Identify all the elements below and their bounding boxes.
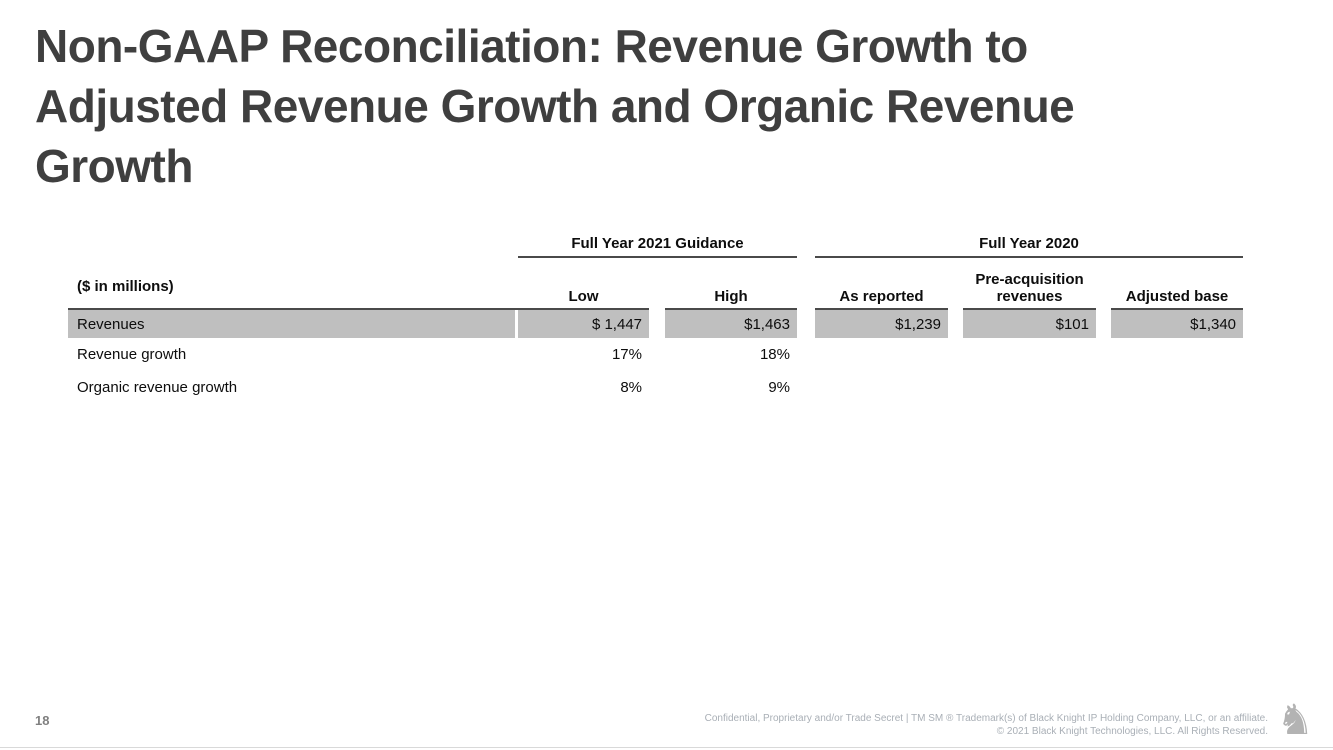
table-cell	[1111, 371, 1243, 404]
row-label: Revenue growth	[77, 346, 187, 363]
reconciliation-table-container	[68, 230, 1243, 404]
table-cell: 18%	[759, 346, 790, 363]
group-header-fy2021-guidance: Full Year 2021 Guidance	[518, 230, 797, 257]
table-cell: $1,463	[665, 309, 797, 338]
table-cell	[1111, 338, 1243, 371]
page-title-line: Growth	[35, 140, 193, 192]
group-header-row	[68, 230, 1243, 257]
table-cell: 9%	[768, 379, 790, 396]
footer-disclaimer-line1: Confidential, Proprietary and/or Trade Secret | TM SM ® Trademark(s) of Black Knight IP Holding Company, LLC, or an affiliate.	[704, 713, 1268, 724]
row-label: Revenues	[68, 309, 515, 338]
table-cell	[963, 371, 1096, 404]
column-header-high: High	[665, 257, 797, 309]
column-header-row	[68, 257, 1243, 309]
black-knight-logo-icon: ♞	[1276, 695, 1314, 744]
page-title-line: Adjusted Revenue Growth and Organic Revenue	[35, 80, 1075, 132]
table-cell	[815, 338, 948, 371]
table-cell: $1,239	[815, 309, 948, 338]
page-title-line: Non-GAAP Reconciliation: Revenue Growth to	[35, 20, 1028, 72]
spacer	[649, 338, 665, 371]
spacer	[797, 371, 815, 404]
row-label: Organic revenue growth	[77, 379, 238, 396]
units-label: ($ in millions)	[68, 257, 515, 309]
spacer	[649, 309, 665, 338]
spacer	[948, 257, 963, 309]
spacer	[1096, 338, 1111, 371]
page-title	[35, 16, 1074, 196]
spacer	[1096, 371, 1111, 404]
spacer	[797, 309, 815, 338]
group-header-fy2020: Full Year 2020	[815, 230, 1243, 257]
table-cell: $ 1,447	[518, 309, 649, 338]
page-number: 18	[35, 713, 50, 728]
footer-disclaimer-line2: © 2021 Black Knight Technologies, LLC. All Rights Reserved.	[996, 726, 1268, 737]
table-row-organic-revenue-growth	[68, 371, 1243, 404]
footer-disclaimer	[508, 712, 1268, 738]
table-cell: $1,340	[1111, 309, 1243, 338]
spacer	[948, 371, 963, 404]
spacer	[1096, 257, 1111, 309]
column-header-adjusted-base: Adjusted base	[1111, 257, 1243, 309]
table-cell: 17%	[611, 346, 642, 363]
column-header-pre-acquisition-revenues: Pre-acquisition revenues	[963, 257, 1096, 309]
spacer	[797, 338, 815, 371]
column-header-low: Low	[518, 257, 649, 309]
table-cell	[815, 371, 948, 404]
table-cell: 8%	[620, 379, 642, 396]
spacer	[797, 230, 815, 257]
spacer	[649, 371, 665, 404]
table-cell: $101	[963, 309, 1096, 338]
spacer	[68, 230, 515, 257]
bottom-divider	[0, 747, 1333, 748]
reconciliation-table	[68, 230, 1243, 404]
table-row-revenues	[68, 309, 1243, 338]
table-row-revenue-growth	[68, 338, 1243, 371]
spacer	[649, 257, 665, 309]
spacer	[1096, 309, 1111, 338]
spacer	[797, 257, 815, 309]
spacer	[948, 309, 963, 338]
table-cell	[963, 338, 1096, 371]
column-header-as-reported: As reported	[815, 257, 948, 309]
spacer	[948, 338, 963, 371]
